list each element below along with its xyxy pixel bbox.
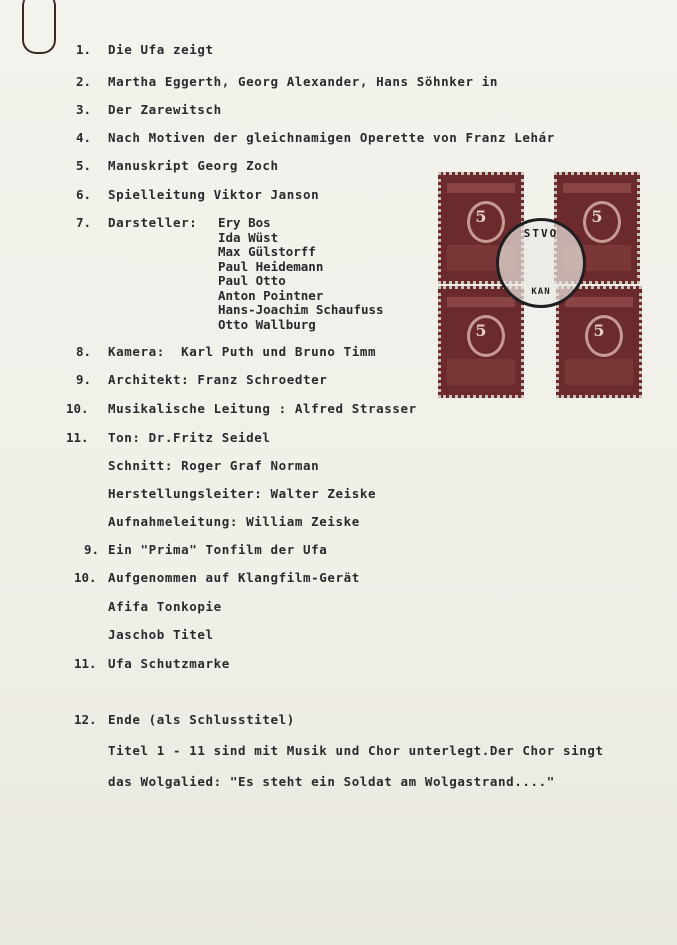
cast-member: Max Gülstorff: [218, 244, 316, 259]
paperclip-mark: [22, 0, 56, 54]
item-text: Ton: Dr.Fritz Seidel: [108, 430, 271, 445]
item-text: Der Zarewitsch: [108, 102, 222, 117]
item-text: Nach Motiven der gleichnamigen Operette von Franz Lehár: [108, 130, 555, 145]
item-text: Spielleitung Viktor Janson: [108, 187, 320, 202]
cast-member: Paul Heidemann: [218, 258, 324, 274]
stamp-value: 5: [475, 321, 487, 340]
item-text: Architekt: Franz Schroedter: [108, 372, 328, 387]
item-number: 3.: [76, 102, 92, 117]
item-number: 12.: [74, 712, 97, 727]
stamp-value: 5: [591, 207, 603, 226]
cast-member: Hans-Joachim Schaufuss: [218, 302, 384, 317]
item-text: Martha Eggerth, Georg Alexander, Hans Söhnker in: [108, 74, 499, 89]
item-number: 9.: [84, 542, 100, 557]
cast-list: [218, 216, 384, 332]
credit-line: Jaschob Titel: [108, 627, 214, 642]
credit-line: Schnitt: Roger Graf Norman: [108, 458, 320, 473]
item-number: 2.: [76, 74, 92, 89]
item-number: 4.: [76, 130, 92, 145]
item-text: Die Ufa zeigt: [108, 42, 214, 57]
item-number: 1.: [76, 42, 92, 57]
item-text: Manuskript Georg Zoch: [108, 158, 279, 173]
cast-member: Ida Wüst: [218, 229, 279, 245]
cast-member: Ery Bos: [218, 215, 271, 230]
credit-line: Afifa Tonkopie: [108, 599, 222, 614]
postmark-text: STVO: [523, 227, 559, 240]
item-text: Darsteller:: [108, 215, 198, 230]
cast-member: Otto Wallburg: [218, 316, 316, 332]
item-number: 9.: [76, 372, 92, 387]
item-number: 8.: [76, 344, 92, 359]
note-line: Titel 1 - 11 sind mit Musik und Chor unterlegt.Der Chor singt: [108, 743, 604, 758]
stamp-value: 5: [593, 321, 605, 340]
note-line: das Wolgalied: "Es steht ein Soldat am Wolgastrand....": [108, 774, 555, 789]
credit-line: Herstellungsleiter: Walter Zeiske: [108, 486, 377, 501]
stamp-value: 5: [475, 207, 487, 226]
item-text: Ufa Schutzmarke: [108, 656, 230, 671]
item-number: 6.: [76, 187, 92, 202]
credit-line: Aufnahmeleitung: William Zeiske: [108, 514, 360, 529]
item-text: Aufgenommen auf Klangfilm-Gerät: [108, 570, 360, 585]
cast-member: Anton Pointner: [218, 287, 324, 303]
item-text: Ein "Prima" Tonfilm der Ufa: [108, 542, 328, 557]
cast-member: Paul Otto: [218, 273, 286, 288]
postmark-text: KAN: [531, 287, 551, 297]
item-number: 5.: [76, 158, 92, 173]
stamp: [438, 286, 524, 398]
item-number: 10.: [66, 401, 89, 416]
item-text: Kamera: Karl Puth und Bruno Timm: [108, 344, 377, 359]
postmark: [496, 218, 586, 308]
stamp: [556, 286, 642, 398]
item-number: 7.: [76, 215, 92, 230]
item-text: Musikalische Leitung : Alfred Strasser: [108, 401, 417, 416]
item-number: 11.: [66, 430, 89, 445]
item-text: Ende (als Schlusstitel): [108, 712, 295, 727]
item-number: 10.: [74, 570, 97, 585]
item-number: 11.: [74, 656, 97, 671]
